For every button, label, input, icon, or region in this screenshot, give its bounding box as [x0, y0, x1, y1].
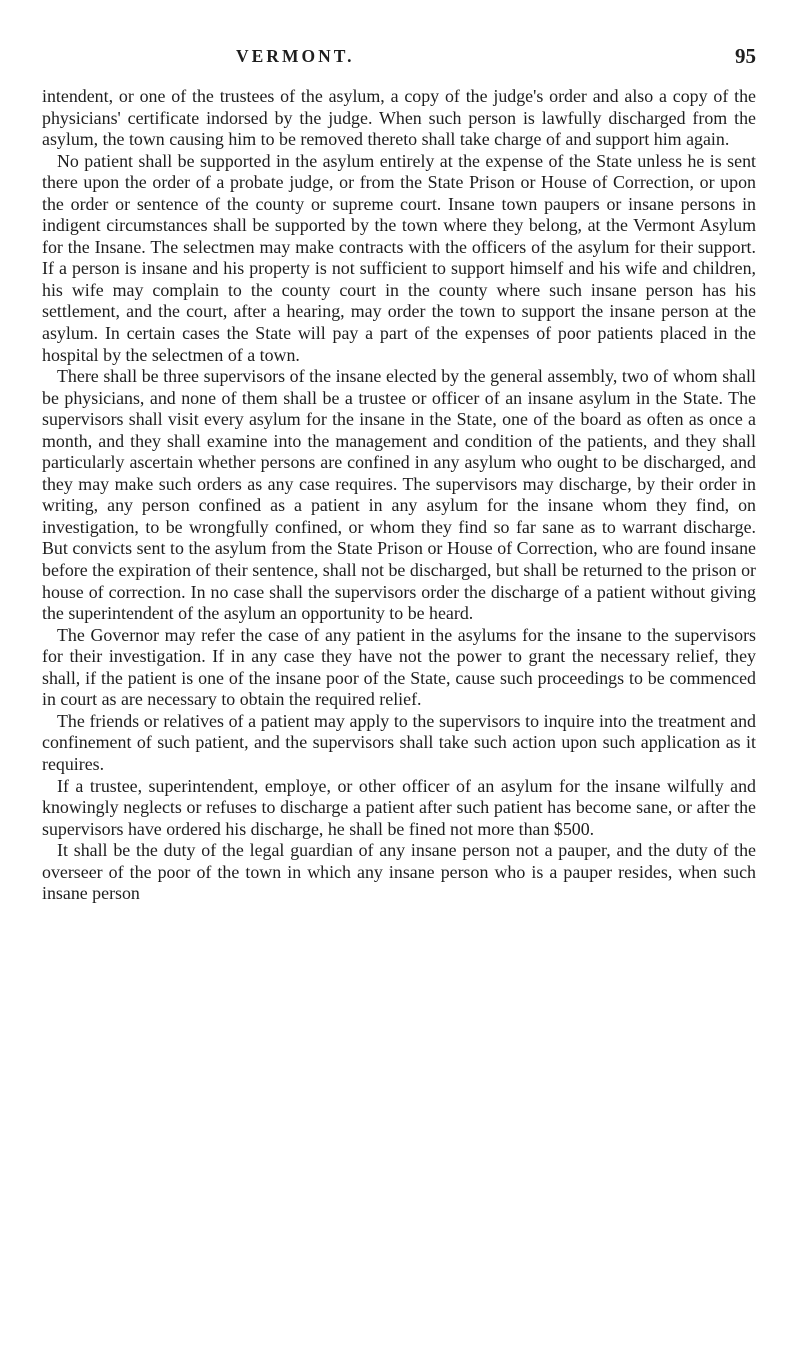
body-text [42, 86, 756, 905]
paragraph-state-support: No patient shall be supported in the asylum entirely at the expense of the State unless he is sent there upon the order of a probate judge, or from the State Prison or House of Correction, or upon the order or sentence of the county or supreme court. Insane town paupers or insane persons in indigent circumstances shall be supported by the town where they belong, at the Vermont Asylum for the Insane. The selectmen may make contracts with the officers of the asylum for their support. If a person is insane and his property is not sufficient to support himself and his wife and children, his wife may complain to the county court in the county where such insane person has his settlement, and the court, after a hearing, may order the town to support the insane person at the asylum. In certain cases the State will pay a part of the expenses of poor patients placed in the hospital by the selectmen of a town. [42, 150, 756, 365]
paragraph-continuation: intendent, or one of the trustees of the asylum, a copy of the judge's order and also a copy of the physicians' certificate indorsed by the judge. When such person is lawfully discharged from the asylum, the town causing him to be removed thereto shall take charge of and support him again. [42, 86, 756, 150]
page-number: 95 [735, 44, 756, 68]
paragraph-friends-relatives: The friends or relatives of a patient may apply to the supervisors to inquire into the treatment and confinement of such patient, and the supervisors shall take such action upon such application as it requires. [42, 710, 756, 774]
running-title: VERMONT. [236, 46, 355, 66]
running-header [236, 44, 756, 74]
paragraph-guardian-duty: It shall be the duty of the legal guardian of any insane person not a pauper, and the duty of the overseer of the poor of the town in which any insane person who is a pauper resides, when such insane person [42, 840, 756, 904]
paragraph-governor-referral: The Governor may refer the case of any patient in the asylums for the insane to the supervisors for their investigation. If in any case they have not the power to grant the necessary relief, they shall, if the patient is one of the insane poor of the State, cause such proceedings to be commenced in court as are necessary to obtain the required relief. [42, 624, 756, 710]
paragraph-supervisors: There shall be three supervisors of the insane elected by the general assembly, two of whom shall be physicians, and none of them shall be a trustee or officer of an insane asylum in the State. The supervisors shall visit every asylum for the insane in the State, one of the board as often as once a month, and they shall examine into the management and condition of the patients, and they shall particularly ascertain whether persons are confined in any asylum who ought to be discharged, and they may make such orders as any case requires. The supervisors may discharge, by their order in writing, any person confined as a patient in any asylum for the insane whom they find, on investigation, to be wrongfully confined, or whom they find so far sane as to warrant discharge. But convicts sent to the asylum from the State Prison or House of Correction, who are found insane before the expiration of their sentence, shall not be discharged, but shall be returned to the prison or house of correction. In no case shall the supervisors order the discharge of a patient without giving the superintendent of the asylum an opportunity to be heard. [42, 366, 756, 624]
paragraph-penalty: If a trustee, superintendent, employe, or other officer of an asylum for the insane wilfully and knowingly neglects or refuses to discharge a patient after such patient has become sane, or after the supervisors have ordered his discharge, he shall be fined not more than $500. [42, 775, 756, 839]
